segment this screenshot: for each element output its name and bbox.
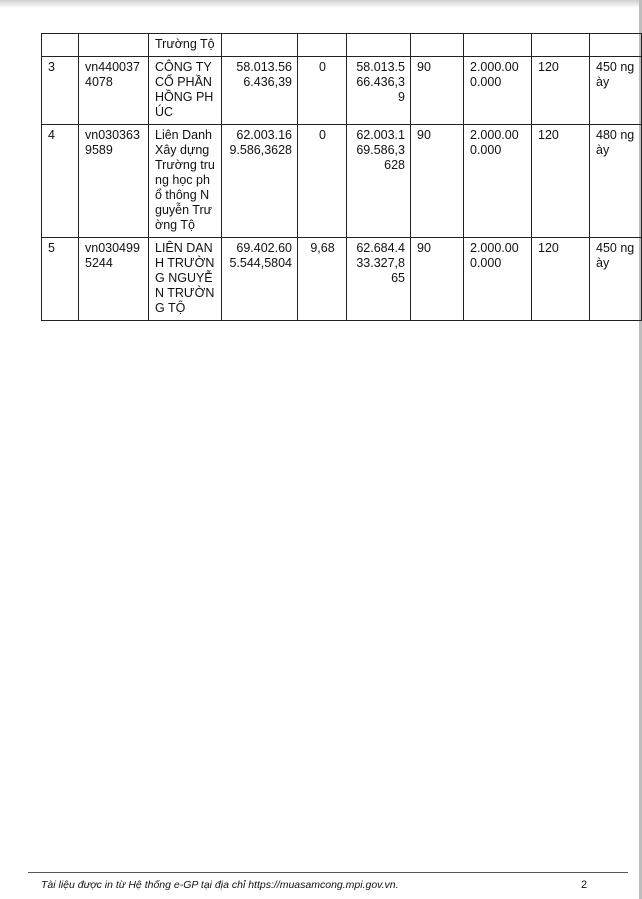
cell-discount: 0	[298, 125, 347, 238]
cell-validity: 90	[411, 238, 464, 321]
cell-price: 58.013.566.436,39	[222, 57, 298, 125]
cell-final-price: 62.003.169.586,3628	[347, 125, 411, 238]
table-row	[42, 34, 642, 57]
cell-time: 480 ngày	[590, 125, 642, 238]
footer-source-note: Tài liệu được in từ Hệ thống e-GP tại địa chỉ https://muasamcong.mpi.gov.vn.	[41, 879, 399, 891]
cell-validity: 90	[411, 57, 464, 125]
cell-discount: 0	[298, 57, 347, 125]
page-top-edge	[0, 0, 642, 8]
cell-no: 3	[42, 57, 79, 125]
table-row	[42, 125, 642, 238]
cell-name: Liên Danh Xây dựng Trường trung học phổ thông Nguyễn Trường Tộ	[149, 125, 222, 238]
cell-duration: 120	[532, 57, 590, 125]
cell-final-price	[347, 34, 411, 57]
cell-validity: 90	[411, 125, 464, 238]
cell-price	[222, 34, 298, 57]
cell-price: 69.402.605.544,5804	[222, 238, 298, 321]
cell-no: 5	[42, 238, 79, 321]
cell-code	[79, 34, 149, 57]
cell-name: Trường Tộ	[149, 34, 222, 57]
cell-validity	[411, 34, 464, 57]
cell-time: 450 ngày	[590, 57, 642, 125]
cell-code: vn0303639589	[79, 125, 149, 238]
cell-discount	[298, 34, 347, 57]
cell-final-price: 58.013.566.436,39	[347, 57, 411, 125]
cell-name: LIÊN DANH TRƯỜNG NGUYỄN TRƯỜNG TỘ	[149, 238, 222, 321]
cell-guarantee: 2.000.000.000	[464, 57, 532, 125]
cell-duration: 120	[532, 125, 590, 238]
cell-no: 4	[42, 125, 79, 238]
cell-time: 450 ngày	[590, 238, 642, 321]
table-row	[42, 238, 642, 321]
cell-discount: 9,68	[298, 238, 347, 321]
cell-price: 62.003.169.586,3628	[222, 125, 298, 238]
cell-duration: 120	[532, 238, 590, 321]
cell-code: vn4400374078	[79, 57, 149, 125]
cell-guarantee	[464, 34, 532, 57]
cell-guarantee: 2.000.000.000	[464, 238, 532, 321]
cell-name: CÔNG TY CỔ PHẦN HỒNG PHÚC	[149, 57, 222, 125]
bid-table	[41, 33, 642, 321]
cell-guarantee: 2.000.000.000	[464, 125, 532, 238]
cell-duration	[532, 34, 590, 57]
footer-divider	[28, 872, 628, 873]
cell-time	[590, 34, 642, 57]
table-row	[42, 57, 642, 125]
cell-no	[42, 34, 79, 57]
cell-code: vn0304995244	[79, 238, 149, 321]
page-number: 2	[581, 879, 588, 891]
cell-final-price: 62.684.433.327,865	[347, 238, 411, 321]
